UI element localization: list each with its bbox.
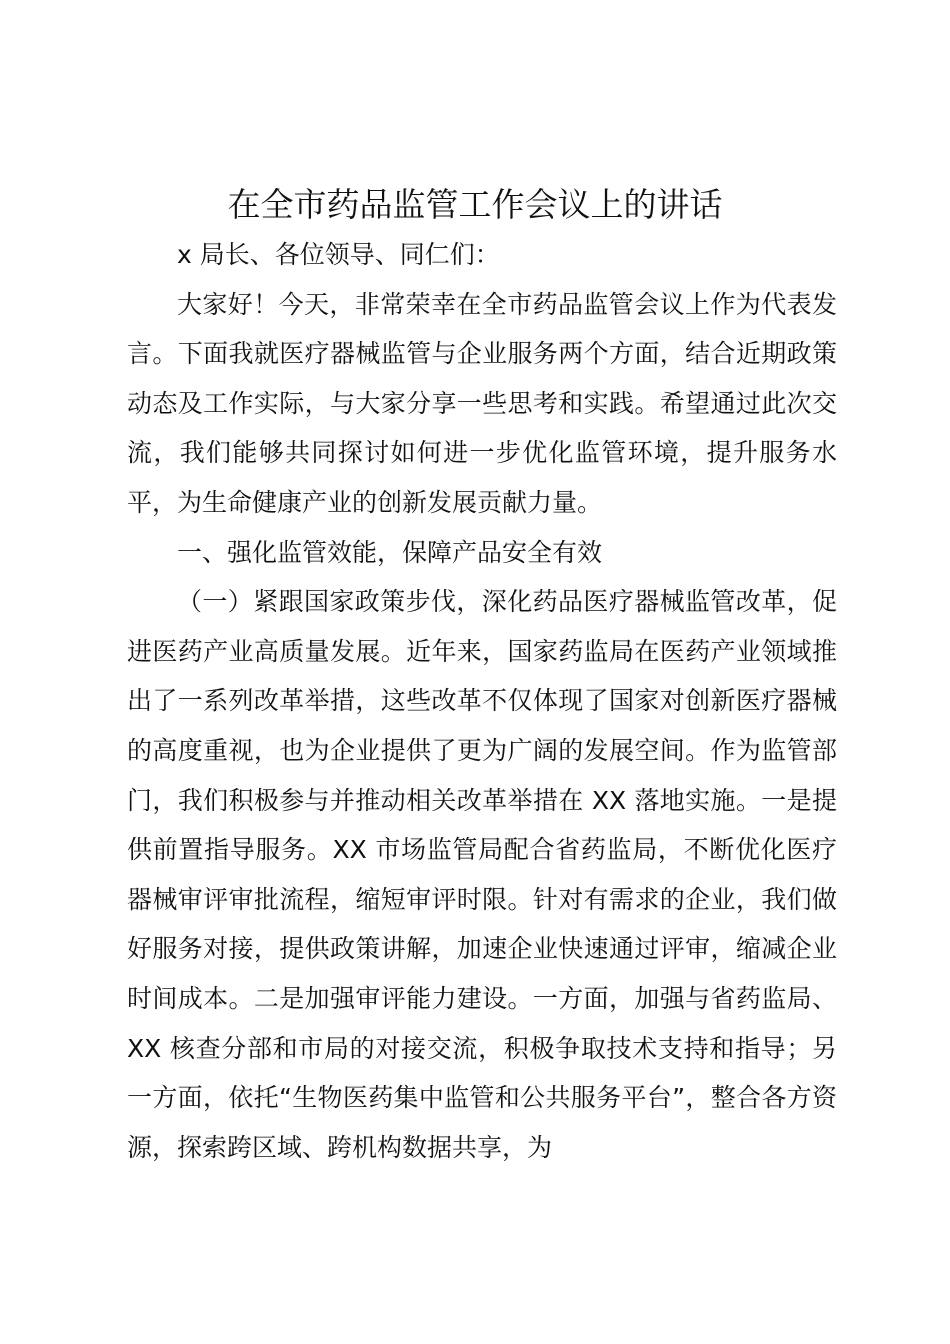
section-heading: 一、强化监管效能，保障产品安全有效 [177, 537, 603, 567]
paragraph-intro: 大家好！今天，非常荣幸在全市药品监管会议上作为代表发言。下面我就医疗器械监管与企业服务两个方面，结合近期政策动态及工作实际，与大家分享一些思考和实践。希望通过此次交流，我们能够共同探讨如何进一步优化监管环境，提升服务水平，为生命健康产业的创新发展贡献力量。 [127, 289, 837, 517]
salutation: x 局长、各位领导、同仁们： [177, 240, 500, 269]
document-title: 在全市药品监管工作会议上的讲话 [227, 185, 723, 224]
document-body [127, 230, 837, 1172]
paragraph-subsection-1: （一）紧跟国家政策步伐，深化药品医疗器械监管改革，促进医药产业高质量发展。近年来，国家药监局在医药产业领域推出了一系列改革举措，这些改革不仅体现了国家对创新医疗器械的高度重视，也为企业提供了更为广阔的发展空间。作为监管部门，我们积极参与并推动相关改革举措在 XX 落地实施。一是提供前置指导服务。XX 市场监管局配合省药监局，不断优化医疗器械审评审批流程，缩短审评时限。针对有需求的企业，我们做好服务对接，提供政策讲解，加速企业快速通过评审，缩减企业时间成本。二是加强审评能力建设。一方面，加强与省药监局、XX 核查分部和市局的对接交流，积极争取技术支持和指导；另一方面，依托“生物医药集中监管和公共服务平台”，整合各方资源，探索跨区域、跨机构数据共享，为 [127, 587, 837, 1162]
